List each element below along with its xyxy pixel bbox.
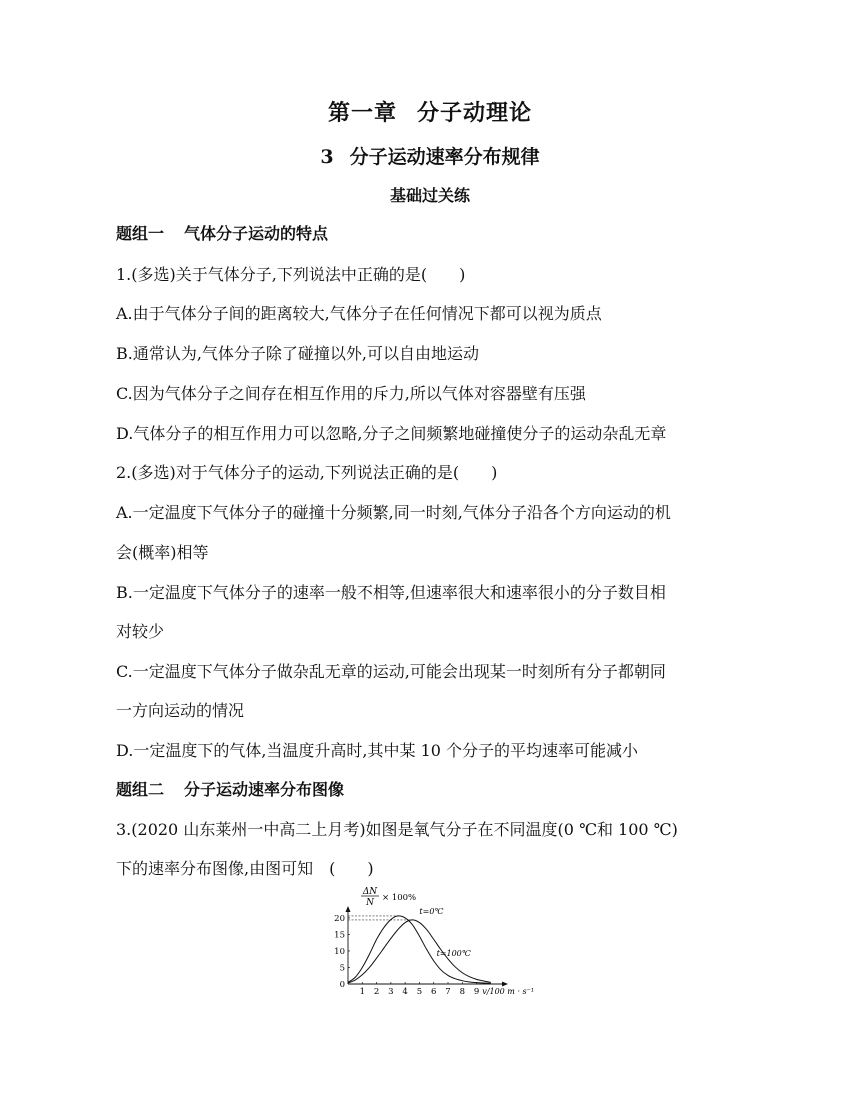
y-axis-label [361, 887, 416, 908]
question-2-option-c-line2: 一方向运动的情况 [116, 701, 245, 720]
section-number: 3 [320, 146, 334, 168]
x-tick-label: 2 [373, 987, 380, 997]
question-2-option-b-line1: B.一定温度下气体分子的速率一般不相等,但速率很大和速率很小的分子数目相 [116, 583, 666, 602]
question-1-option-b: B.通常认为,气体分子除了碰撞以外,可以自由地运动 [116, 344, 480, 363]
question-2-option-c-line1: C.一定温度下气体分子做杂乱无章的运动,可能会出现某一时刻所有分子都朝同 [116, 662, 666, 681]
x-tick-label: 5 [416, 987, 423, 997]
series-label-0c: t=0℃ [419, 906, 444, 916]
x-tick-label: 6 [431, 987, 437, 997]
y-tick-label: 10 [334, 946, 345, 957]
question-2-option-a-line2: 会(概率)相等 [116, 543, 209, 562]
x-axis-arrow [502, 982, 508, 987]
question-2-stem: 2.(多选)对于气体分子的运动,下列说法正确的是( ) [116, 463, 498, 482]
question-3-stem-line1: 3.(2020 山东莱州一中高二上月考)如图是氧气分子在不同温度(0 ℃和 100 ℃) [116, 820, 678, 839]
x-tick-label: 4 [402, 987, 408, 997]
question-1-stem: 1.(多选)关于气体分子,下列说法中正确的是( ) [116, 265, 466, 284]
question-1-option-d: D.气体分子的相互作用力可以忽略,分子之间频繁地碰撞使分子的运动杂乱无章 [116, 424, 667, 443]
question-1-option-c: C.因为气体分子之间存在相互作用的斥力,所以气体对容器壁有压强 [116, 384, 586, 403]
question-3-stem-line2: 下的速率分布图像,由图可知 ( ) [116, 859, 374, 878]
y-tick-label: 20 [334, 913, 345, 924]
ylabel-numerator: ΔN [362, 887, 378, 897]
x-tick-label: 7 [445, 987, 451, 997]
group-title: 分子运动速率分布图像 [184, 780, 345, 799]
subtitle: 基础过关练 [389, 186, 470, 205]
chart-axes [346, 906, 509, 987]
question-2-option-b-line2: 对较少 [116, 622, 165, 641]
series-label-100c: t=100℃ [436, 948, 471, 958]
section-title: 分子运动速率分布规律 [349, 146, 540, 168]
y-tick-label: 5 [339, 963, 345, 974]
x-tick-label: 3 [388, 987, 394, 997]
y-axis-arrow [346, 906, 351, 912]
chapter-title: 分子动理论 [417, 100, 533, 126]
x-tick-label: 9 [473, 987, 480, 997]
group-label: 题组一 [116, 224, 165, 243]
group-title: 气体分子运动的特点 [184, 224, 329, 243]
section-heading [0, 142, 860, 169]
question-1-option-a: A.由于气体分子间的距离较大,气体分子在任何情况下都可以视为质点 [116, 304, 602, 323]
question-2-option-a-line1: A.一定温度下气体分子的碰撞十分频繁,同一时刻,气体分子沿各个方向运动的机 [116, 503, 671, 522]
y-tick-label: 15 [334, 930, 345, 941]
group-label: 题组二 [116, 780, 165, 799]
chapter-number: 第一章 [327, 100, 397, 126]
y-tick-label: 0 [339, 980, 345, 990]
speed-distribution-chart [330, 884, 535, 998]
x-tick-label: 8 [459, 987, 465, 997]
x-axis-label: v/100 m · s⁻¹ [482, 987, 535, 996]
ylabel-denominator: N [366, 898, 374, 908]
x-tick-label: 1 [359, 987, 365, 997]
group-heading-2 [116, 777, 344, 800]
ylabel-suffix: × 100% [382, 893, 417, 903]
question-2-option-d: D.一定温度下的气体,当温度升高时,其中某 10 个分子的平均速率可能减小 [116, 741, 639, 760]
group-heading-1 [116, 221, 328, 244]
chapter-heading [0, 96, 860, 127]
